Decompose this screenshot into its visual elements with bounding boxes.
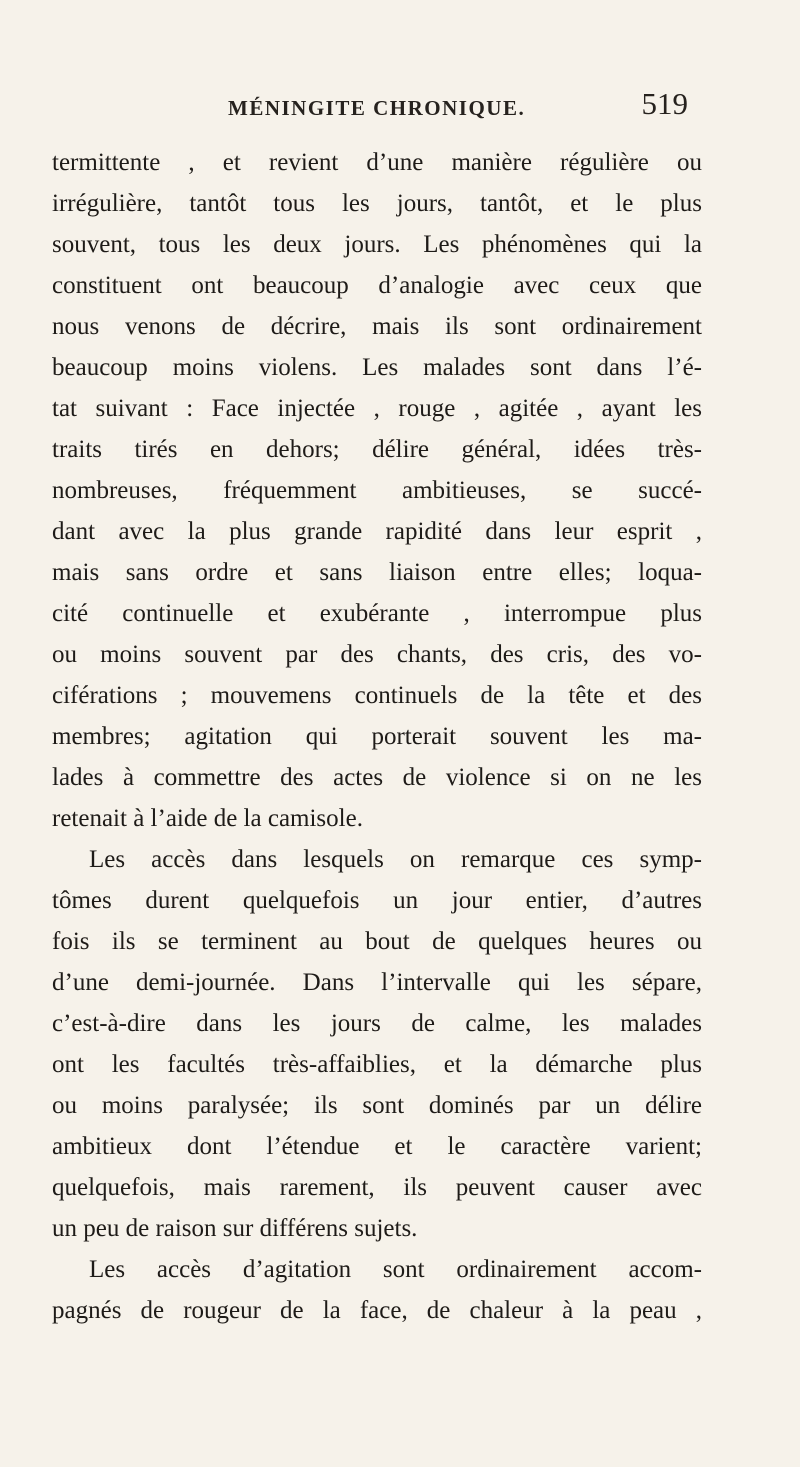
text-line: ambitieux dont l’étendue et le caractère varient; xyxy=(52,1133,702,1160)
text-line: dant avec la plus grande rapidité dans leur esprit , xyxy=(52,518,702,545)
text-line: lades à commettre des actes de violence si on ne les xyxy=(52,764,702,791)
paragraph-start-line: Les accès dans lesquels on remarque ces symp- xyxy=(89,846,702,873)
text-line: ciférations ; mouvemens continuels de la tête et des xyxy=(52,682,702,709)
text-line: souvent, tous les deux jours. Les phénomènes qui la xyxy=(52,231,702,258)
paragraph-start-line: Les accès d’agitation sont ordinairement accom- xyxy=(89,1256,702,1283)
text-line: irrégulière, tantôt tous les jours, tantôt, et le plus xyxy=(52,190,702,217)
running-head xyxy=(228,86,688,126)
text-line: d’une demi-journée. Dans l’intervalle qui les sépare, xyxy=(52,969,702,996)
text-line: ou moins souvent par des chants, des cris, des vo- xyxy=(52,641,702,668)
body-text xyxy=(52,142,702,1331)
text-line: traits tirés en dehors; délire général, idées très- xyxy=(52,436,702,463)
text-line: tômes durent quelquefois un jour entier, d’autres xyxy=(52,887,702,914)
text-line: nombreuses, fréquemment ambitieuses, se succé- xyxy=(52,477,702,504)
text-line: beaucoup moins violens. Les malades sont dans l’é- xyxy=(52,354,702,381)
running-title: MÉNINGITE CHRONIQUE. xyxy=(228,96,526,120)
text-line: ou moins paralysée; ils sont dominés par un délire xyxy=(52,1092,702,1119)
text-line: ont les facultés très-affaiblies, et la démarche plus xyxy=(52,1051,702,1078)
text-line: termittente , et revient d’une manière régulière ou xyxy=(52,149,702,176)
text-line: nous venons de décrire, mais ils sont ordinairement xyxy=(52,313,702,340)
text-line: constituent ont beaucoup d’analogie avec ceux que xyxy=(52,272,702,299)
paragraph-end-line: un peu de raison sur différens sujets. xyxy=(52,1215,418,1242)
text-line: membres; agitation qui porterait souvent les ma- xyxy=(52,723,702,750)
text-line: mais sans ordre et sans liaison entre elles; loqua- xyxy=(52,559,702,586)
text-line: quelquefois, mais rarement, ils peuvent causer avec xyxy=(52,1174,702,1201)
paragraph-end-line: retenait à l’aide de la camisole. xyxy=(52,805,363,832)
text-line: pagnés de rougeur de la face, de chaleur à la peau , xyxy=(52,1297,702,1324)
text-line: c’est-à-dire dans les jours de calme, les malades xyxy=(52,1010,702,1037)
page-number: 519 xyxy=(641,86,688,121)
text-line: cité continuelle et exubérante , interrompue plus xyxy=(52,600,702,627)
text-line: tat suivant : Face injectée , rouge , agitée , ayant les xyxy=(52,395,702,422)
text-line: fois ils se terminent au bout de quelques heures ou xyxy=(52,928,702,955)
